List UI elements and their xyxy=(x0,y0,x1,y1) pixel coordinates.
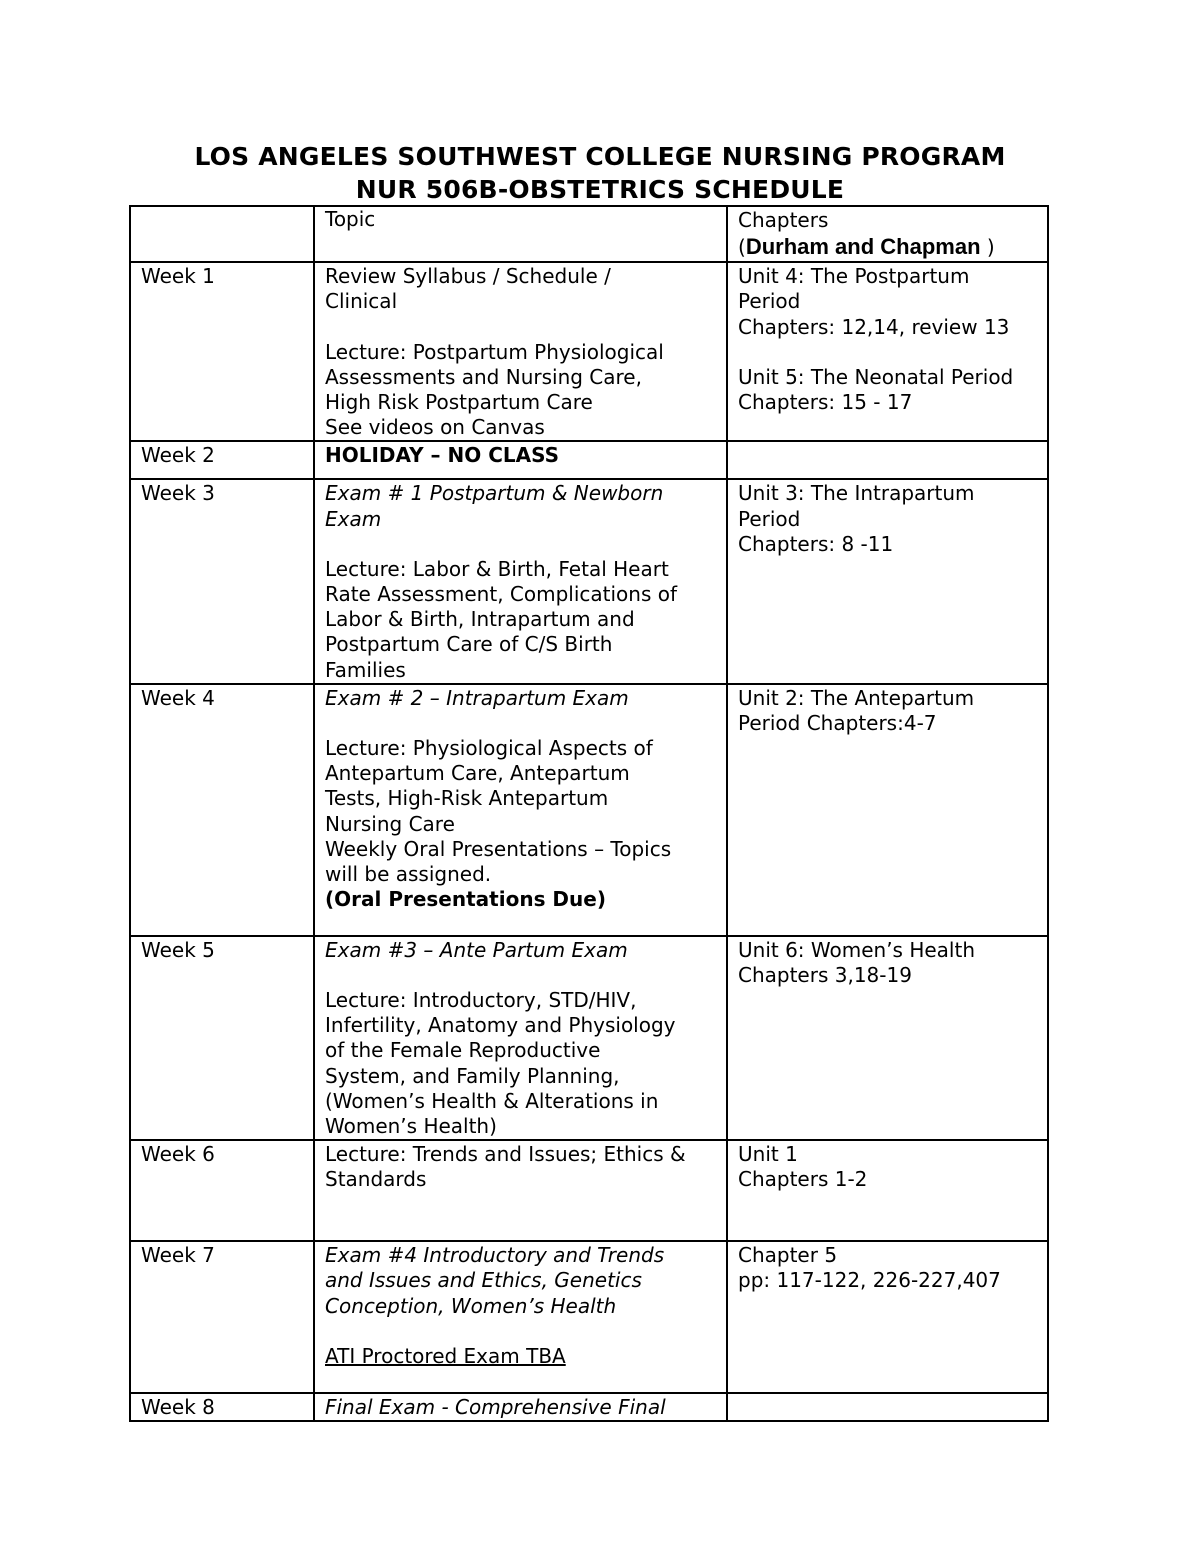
chapters-cell: Chapter 5 pp: 117-122, 226-227,407 xyxy=(727,1241,1048,1393)
chapters-cell xyxy=(727,1393,1048,1421)
header-cell-week xyxy=(130,206,314,262)
week-cell: Week 2 xyxy=(130,441,314,479)
topic-cell: Exam # 2 – Intrapartum Exam Lecture: Physiological Aspects of Antepartum Care, Antepartum Tests, High-Risk Antepartum Nursing Care Weekly Oral Presentations – Topics will be assigned. (Oral Presentations Due) xyxy=(314,684,727,936)
week-cell: Week 5 xyxy=(130,936,314,1140)
table-row xyxy=(130,441,1048,479)
topic-cell: Review Syllabus / Schedule / Clinical Lecture: Postpartum Physiological Assessments and Nursing Care, High Risk Postpartum Care See videos on Canvas xyxy=(314,262,727,441)
week-cell: Week 8 xyxy=(130,1393,314,1421)
chapters-cell: Unit 6: Women’s Health Chapters 3,18-19 xyxy=(727,936,1048,1140)
chapters-cell xyxy=(727,441,1048,479)
topic-cell: HOLIDAY – NO CLASS xyxy=(314,441,727,479)
page-subtitle: NUR 506B-OBSTETRICS SCHEDULE xyxy=(355,175,845,204)
textbook-authors: Durham and Chapman xyxy=(745,234,981,260)
table-row xyxy=(130,684,1048,936)
chapters-cell: Unit 2: The Antepartum Period Chapters:4-7 xyxy=(727,684,1048,936)
page-title: LOS ANGELES SOUTHWEST COLLEGE NURSING PROGRAM xyxy=(194,142,1006,171)
schedule-table xyxy=(129,205,1049,1422)
topic-cell: Exam #3 – Ante Partum Exam Lecture: Introductory, STD/HIV, Infertility, Anatomy and Physiology of the Female Reproductive System, and Family Planning, (Women’s Health & Alterations in Women’s Health) xyxy=(314,936,727,1140)
chapters-cell: Unit 1 Chapters 1-2 xyxy=(727,1140,1048,1241)
week-cell: Week 3 xyxy=(130,479,314,683)
week-cell: Week 4 xyxy=(130,684,314,936)
table-row xyxy=(130,262,1048,441)
table-row xyxy=(130,1241,1048,1393)
ati-exam-note: ATI Proctored Exam TBA xyxy=(325,1343,566,1368)
header-cell-topic xyxy=(314,206,727,262)
topic-cell: Exam # 1 Postpartum & Newborn Exam Lecture: Labor & Birth, Fetal Heart Rate Assessment, Complications of Labor & Birth, Intrapartum and Postpartum Care of C/S Birth Families xyxy=(314,479,727,683)
table-row xyxy=(130,1393,1048,1421)
topic-cell: Lecture: Trends and Issues; Ethics & Standards xyxy=(314,1140,727,1241)
header-topic-label: Topic xyxy=(325,207,376,231)
header-cell-chapters: Chapters (Durham and Chapman ) xyxy=(727,206,1048,262)
week-cell: Week 1 xyxy=(130,262,314,441)
table-row xyxy=(130,479,1048,683)
chapters-cell: Unit 3: The Intrapartum Period Chapters: 8 -11 xyxy=(727,479,1048,683)
topic-cell: Final Exam - Comprehensive Final xyxy=(314,1393,727,1421)
table-row xyxy=(130,1140,1048,1241)
topic-cell: Exam #4 Introductory and Trends and Issues and Ethics, Genetics Conception, Women’s Health ATI Proctored Exam TBA xyxy=(314,1241,727,1393)
chapters-cell: Unit 4: The Postpartum Period Chapters: 12,14, review 13 Unit 5: The Neonatal Period Chapters: 15 - 17 xyxy=(727,262,1048,441)
week-cell: Week 6 xyxy=(130,1140,314,1241)
week-cell: Week 7 xyxy=(130,1241,314,1393)
header-chapters-label: Chapters xyxy=(738,208,829,232)
table-header-row xyxy=(130,206,1048,262)
table-row xyxy=(130,936,1048,1140)
